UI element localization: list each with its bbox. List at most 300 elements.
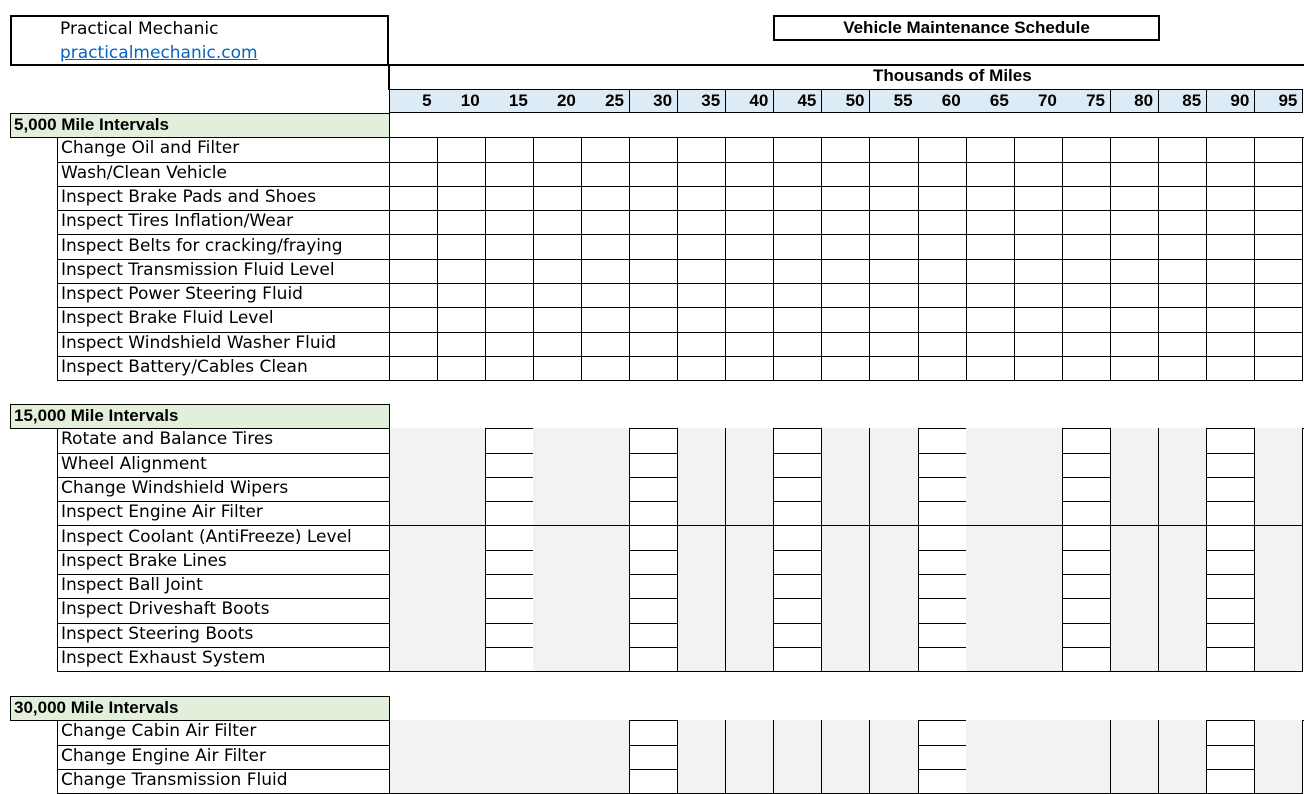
schedule-cell-due[interactable]: [1159, 162, 1208, 187]
schedule-cell[interactable]: [966, 769, 1015, 794]
schedule-cell-due[interactable]: [774, 283, 823, 308]
schedule-cell-due[interactable]: [389, 307, 438, 332]
schedule-cell-due[interactable]: [1255, 283, 1304, 308]
schedule-cell-due[interactable]: [630, 162, 679, 187]
schedule-cell[interactable]: [389, 550, 438, 575]
schedule-cell[interactable]: [726, 428, 775, 453]
schedule-cell[interactable]: [774, 745, 823, 770]
schedule-cell-due[interactable]: [1159, 235, 1208, 260]
schedule-cell[interactable]: [389, 647, 438, 672]
schedule-cell[interactable]: [437, 745, 486, 770]
schedule-cell[interactable]: [822, 769, 871, 794]
schedule-cell[interactable]: [966, 550, 1015, 575]
schedule-cell-due[interactable]: [1014, 162, 1063, 187]
schedule-cell[interactable]: [870, 623, 919, 648]
schedule-cell[interactable]: [1159, 720, 1208, 745]
schedule-cell[interactable]: [966, 526, 1015, 551]
schedule-cell[interactable]: [1014, 720, 1063, 745]
schedule-cell-due[interactable]: [870, 307, 919, 332]
schedule-cell-due[interactable]: [726, 186, 775, 211]
schedule-cell-due[interactable]: [1062, 623, 1111, 648]
schedule-cell[interactable]: [1014, 623, 1063, 648]
schedule-cell[interactable]: [389, 428, 438, 453]
schedule-cell-due[interactable]: [630, 137, 679, 162]
schedule-cell-due[interactable]: [1159, 137, 1208, 162]
schedule-cell-due[interactable]: [774, 186, 823, 211]
schedule-cell[interactable]: [966, 428, 1015, 453]
schedule-cell-due[interactable]: [918, 137, 967, 162]
schedule-cell[interactable]: [966, 720, 1015, 745]
schedule-cell[interactable]: [533, 428, 582, 453]
schedule-cell-due[interactable]: [966, 259, 1015, 284]
schedule-cell-due[interactable]: [918, 259, 967, 284]
schedule-cell[interactable]: [966, 477, 1015, 502]
schedule-cell-due[interactable]: [485, 332, 534, 357]
schedule-cell-due[interactable]: [1207, 428, 1256, 453]
schedule-cell[interactable]: [870, 526, 919, 551]
schedule-cell[interactable]: [1111, 574, 1160, 599]
schedule-cell[interactable]: [437, 501, 486, 526]
schedule-cell-due[interactable]: [870, 259, 919, 284]
schedule-cell-due[interactable]: [1159, 210, 1208, 235]
schedule-cell-due[interactable]: [678, 259, 727, 284]
schedule-cell-due[interactable]: [1159, 332, 1208, 357]
schedule-cell[interactable]: [1014, 428, 1063, 453]
schedule-cell-due[interactable]: [870, 137, 919, 162]
schedule-cell-due[interactable]: [774, 550, 823, 575]
schedule-cell-due[interactable]: [389, 137, 438, 162]
schedule-cell-due[interactable]: [630, 210, 679, 235]
schedule-cell[interactable]: [870, 501, 919, 526]
schedule-cell-due[interactable]: [1255, 186, 1304, 211]
schedule-cell[interactable]: [1062, 720, 1111, 745]
schedule-cell-due[interactable]: [1207, 745, 1256, 770]
schedule-cell-due[interactable]: [630, 259, 679, 284]
schedule-cell-due[interactable]: [581, 283, 630, 308]
schedule-cell-due[interactable]: [1207, 162, 1256, 187]
schedule-cell-due[interactable]: [822, 283, 871, 308]
schedule-cell-due[interactable]: [966, 332, 1015, 357]
schedule-cell[interactable]: [1111, 501, 1160, 526]
schedule-cell-due[interactable]: [1207, 307, 1256, 332]
schedule-cell[interactable]: [1159, 769, 1208, 794]
schedule-cell-due[interactable]: [437, 259, 486, 284]
schedule-cell-due[interactable]: [966, 137, 1015, 162]
schedule-cell-due[interactable]: [437, 332, 486, 357]
schedule-cell-due[interactable]: [1062, 210, 1111, 235]
schedule-cell[interactable]: [1255, 720, 1304, 745]
schedule-cell-due[interactable]: [437, 162, 486, 187]
schedule-cell-due[interactable]: [1207, 501, 1256, 526]
schedule-cell[interactable]: [678, 745, 727, 770]
schedule-cell-due[interactable]: [1207, 137, 1256, 162]
schedule-cell-due[interactable]: [870, 210, 919, 235]
schedule-cell-due[interactable]: [966, 186, 1015, 211]
schedule-cell[interactable]: [533, 550, 582, 575]
schedule-cell[interactable]: [1014, 745, 1063, 770]
schedule-cell[interactable]: [726, 526, 775, 551]
schedule-cell[interactable]: [1062, 769, 1111, 794]
schedule-cell[interactable]: [533, 745, 582, 770]
schedule-cell-due[interactable]: [774, 332, 823, 357]
schedule-cell[interactable]: [1255, 574, 1304, 599]
schedule-cell-due[interactable]: [533, 162, 582, 187]
schedule-cell[interactable]: [870, 598, 919, 623]
schedule-cell[interactable]: [774, 720, 823, 745]
schedule-cell-due[interactable]: [1014, 356, 1063, 381]
schedule-cell-due[interactable]: [918, 647, 967, 672]
schedule-cell-due[interactable]: [774, 647, 823, 672]
schedule-cell[interactable]: [1255, 550, 1304, 575]
schedule-cell[interactable]: [533, 720, 582, 745]
schedule-cell-due[interactable]: [1255, 259, 1304, 284]
schedule-cell[interactable]: [1255, 453, 1304, 478]
schedule-cell[interactable]: [1255, 769, 1304, 794]
schedule-cell[interactable]: [678, 769, 727, 794]
schedule-cell-due[interactable]: [630, 647, 679, 672]
schedule-cell[interactable]: [678, 428, 727, 453]
schedule-cell-due[interactable]: [774, 307, 823, 332]
schedule-cell-due[interactable]: [1255, 137, 1304, 162]
schedule-cell-due[interactable]: [822, 259, 871, 284]
schedule-cell-due[interactable]: [774, 598, 823, 623]
schedule-cell-due[interactable]: [581, 162, 630, 187]
schedule-cell[interactable]: [678, 477, 727, 502]
schedule-cell[interactable]: [1255, 647, 1304, 672]
schedule-cell[interactable]: [437, 453, 486, 478]
schedule-cell[interactable]: [966, 574, 1015, 599]
schedule-cell-due[interactable]: [533, 307, 582, 332]
schedule-cell[interactable]: [485, 745, 534, 770]
schedule-cell-due[interactable]: [678, 137, 727, 162]
schedule-cell-due[interactable]: [485, 501, 534, 526]
schedule-cell-due[interactable]: [1159, 259, 1208, 284]
schedule-cell[interactable]: [726, 550, 775, 575]
schedule-cell-due[interactable]: [774, 428, 823, 453]
schedule-cell[interactable]: [966, 501, 1015, 526]
schedule-cell-due[interactable]: [918, 526, 967, 551]
schedule-cell-due[interactable]: [870, 162, 919, 187]
schedule-cell[interactable]: [533, 574, 582, 599]
schedule-cell-due[interactable]: [581, 356, 630, 381]
schedule-cell-due[interactable]: [918, 598, 967, 623]
schedule-cell-due[interactable]: [822, 210, 871, 235]
schedule-cell-due[interactable]: [1111, 162, 1160, 187]
schedule-cell-due[interactable]: [726, 137, 775, 162]
schedule-cell-due[interactable]: [1014, 332, 1063, 357]
schedule-cell[interactable]: [485, 720, 534, 745]
schedule-cell[interactable]: [726, 720, 775, 745]
schedule-cell[interactable]: [966, 745, 1015, 770]
schedule-cell-due[interactable]: [630, 598, 679, 623]
schedule-cell-due[interactable]: [726, 307, 775, 332]
schedule-cell-due[interactable]: [822, 332, 871, 357]
schedule-cell-due[interactable]: [918, 162, 967, 187]
schedule-cell[interactable]: [581, 720, 630, 745]
schedule-cell[interactable]: [1111, 647, 1160, 672]
schedule-cell-due[interactable]: [918, 186, 967, 211]
schedule-cell-due[interactable]: [1207, 453, 1256, 478]
schedule-cell-due[interactable]: [389, 210, 438, 235]
schedule-cell[interactable]: [1159, 453, 1208, 478]
schedule-cell-due[interactable]: [485, 186, 534, 211]
schedule-cell[interactable]: [726, 477, 775, 502]
schedule-cell-due[interactable]: [1062, 186, 1111, 211]
schedule-cell[interactable]: [1159, 477, 1208, 502]
schedule-cell[interactable]: [822, 598, 871, 623]
schedule-cell[interactable]: [437, 720, 486, 745]
schedule-cell[interactable]: [581, 574, 630, 599]
schedule-cell[interactable]: [1111, 453, 1160, 478]
schedule-cell[interactable]: [726, 745, 775, 770]
schedule-cell[interactable]: [1014, 501, 1063, 526]
schedule-cell[interactable]: [581, 769, 630, 794]
schedule-cell-due[interactable]: [678, 307, 727, 332]
schedule-cell[interactable]: [389, 720, 438, 745]
schedule-cell-due[interactable]: [1111, 235, 1160, 260]
schedule-cell[interactable]: [581, 526, 630, 551]
schedule-cell-due[interactable]: [918, 453, 967, 478]
schedule-cell-due[interactable]: [1207, 186, 1256, 211]
schedule-cell-due[interactable]: [1062, 356, 1111, 381]
schedule-cell[interactable]: [1111, 526, 1160, 551]
schedule-cell-due[interactable]: [630, 769, 679, 794]
schedule-cell-due[interactable]: [1014, 186, 1063, 211]
schedule-cell-due[interactable]: [966, 307, 1015, 332]
schedule-cell-due[interactable]: [1159, 283, 1208, 308]
schedule-cell[interactable]: [389, 769, 438, 794]
schedule-cell[interactable]: [870, 574, 919, 599]
schedule-cell-due[interactable]: [918, 623, 967, 648]
schedule-cell[interactable]: [1111, 769, 1160, 794]
schedule-cell[interactable]: [389, 453, 438, 478]
schedule-cell-due[interactable]: [533, 259, 582, 284]
schedule-cell[interactable]: [870, 550, 919, 575]
schedule-cell[interactable]: [678, 526, 727, 551]
schedule-cell-due[interactable]: [485, 574, 534, 599]
schedule-cell[interactable]: [870, 720, 919, 745]
schedule-cell-due[interactable]: [630, 307, 679, 332]
schedule-cell-due[interactable]: [1207, 259, 1256, 284]
schedule-cell[interactable]: [437, 526, 486, 551]
schedule-cell[interactable]: [678, 720, 727, 745]
schedule-cell-due[interactable]: [918, 550, 967, 575]
schedule-cell-due[interactable]: [485, 477, 534, 502]
schedule-cell-due[interactable]: [1062, 428, 1111, 453]
schedule-cell[interactable]: [437, 598, 486, 623]
schedule-cell-due[interactable]: [1062, 283, 1111, 308]
schedule-cell-due[interactable]: [1111, 259, 1160, 284]
schedule-cell-due[interactable]: [533, 137, 582, 162]
schedule-cell-due[interactable]: [1062, 137, 1111, 162]
schedule-cell-due[interactable]: [918, 769, 967, 794]
schedule-cell[interactable]: [870, 453, 919, 478]
schedule-cell-due[interactable]: [870, 332, 919, 357]
schedule-cell-due[interactable]: [630, 235, 679, 260]
schedule-cell[interactable]: [533, 501, 582, 526]
schedule-cell-due[interactable]: [389, 235, 438, 260]
schedule-cell-due[interactable]: [1255, 235, 1304, 260]
brand-link[interactable]: practicalmechanic.com: [60, 43, 258, 63]
schedule-cell-due[interactable]: [966, 210, 1015, 235]
schedule-cell-due[interactable]: [1255, 307, 1304, 332]
schedule-cell-due[interactable]: [1207, 647, 1256, 672]
schedule-cell-due[interactable]: [966, 283, 1015, 308]
schedule-cell[interactable]: [1014, 526, 1063, 551]
schedule-cell-due[interactable]: [1207, 550, 1256, 575]
schedule-cell-due[interactable]: [726, 259, 775, 284]
schedule-cell-due[interactable]: [678, 356, 727, 381]
schedule-cell-due[interactable]: [389, 186, 438, 211]
schedule-cell[interactable]: [1255, 623, 1304, 648]
schedule-cell-due[interactable]: [726, 283, 775, 308]
schedule-cell[interactable]: [581, 428, 630, 453]
schedule-cell[interactable]: [389, 477, 438, 502]
schedule-cell-due[interactable]: [485, 526, 534, 551]
schedule-cell-due[interactable]: [918, 745, 967, 770]
schedule-cell[interactable]: [437, 428, 486, 453]
schedule-cell-due[interactable]: [678, 210, 727, 235]
schedule-cell-due[interactable]: [630, 745, 679, 770]
schedule-cell-due[interactable]: [822, 235, 871, 260]
schedule-cell[interactable]: [822, 623, 871, 648]
schedule-cell[interactable]: [822, 428, 871, 453]
schedule-cell[interactable]: [437, 477, 486, 502]
schedule-cell-due[interactable]: [918, 356, 967, 381]
schedule-cell[interactable]: [485, 769, 534, 794]
schedule-cell-due[interactable]: [1255, 356, 1304, 381]
schedule-cell[interactable]: [533, 647, 582, 672]
schedule-cell[interactable]: [1255, 745, 1304, 770]
schedule-cell[interactable]: [389, 623, 438, 648]
schedule-cell[interactable]: [870, 769, 919, 794]
schedule-cell-due[interactable]: [726, 210, 775, 235]
schedule-cell[interactable]: [1159, 574, 1208, 599]
schedule-cell[interactable]: [437, 647, 486, 672]
schedule-cell[interactable]: [581, 453, 630, 478]
schedule-cell[interactable]: [678, 574, 727, 599]
schedule-cell-due[interactable]: [630, 623, 679, 648]
schedule-cell[interactable]: [774, 769, 823, 794]
schedule-cell-due[interactable]: [485, 647, 534, 672]
schedule-cell-due[interactable]: [581, 332, 630, 357]
schedule-cell-due[interactable]: [774, 210, 823, 235]
schedule-cell-due[interactable]: [389, 356, 438, 381]
schedule-cell[interactable]: [822, 574, 871, 599]
schedule-cell-due[interactable]: [918, 477, 967, 502]
schedule-cell-due[interactable]: [726, 235, 775, 260]
schedule-cell-due[interactable]: [918, 283, 967, 308]
schedule-cell-due[interactable]: [533, 210, 582, 235]
schedule-cell-due[interactable]: [726, 356, 775, 381]
schedule-cell[interactable]: [966, 647, 1015, 672]
schedule-cell-due[interactable]: [870, 283, 919, 308]
schedule-cell[interactable]: [437, 623, 486, 648]
schedule-cell[interactable]: [870, 428, 919, 453]
schedule-cell-due[interactable]: [1062, 332, 1111, 357]
schedule-cell[interactable]: [581, 550, 630, 575]
schedule-cell-due[interactable]: [1014, 259, 1063, 284]
schedule-cell-due[interactable]: [918, 501, 967, 526]
schedule-cell[interactable]: [1255, 526, 1304, 551]
schedule-cell-due[interactable]: [918, 720, 967, 745]
schedule-cell-due[interactable]: [1014, 235, 1063, 260]
schedule-cell-due[interactable]: [918, 574, 967, 599]
schedule-cell-due[interactable]: [822, 307, 871, 332]
schedule-cell-due[interactable]: [630, 550, 679, 575]
schedule-cell-due[interactable]: [437, 307, 486, 332]
schedule-cell[interactable]: [822, 720, 871, 745]
schedule-cell[interactable]: [870, 745, 919, 770]
schedule-cell-due[interactable]: [678, 162, 727, 187]
schedule-cell-due[interactable]: [1159, 307, 1208, 332]
schedule-cell[interactable]: [581, 647, 630, 672]
schedule-cell[interactable]: [1159, 647, 1208, 672]
schedule-cell-due[interactable]: [630, 283, 679, 308]
schedule-cell-due[interactable]: [918, 428, 967, 453]
schedule-cell-due[interactable]: [581, 210, 630, 235]
schedule-cell-due[interactable]: [485, 259, 534, 284]
schedule-cell-due[interactable]: [485, 162, 534, 187]
schedule-cell[interactable]: [581, 745, 630, 770]
schedule-cell-due[interactable]: [581, 307, 630, 332]
schedule-cell-due[interactable]: [1207, 332, 1256, 357]
schedule-cell-due[interactable]: [1062, 307, 1111, 332]
schedule-cell[interactable]: [437, 550, 486, 575]
schedule-cell-due[interactable]: [870, 356, 919, 381]
schedule-cell-due[interactable]: [774, 526, 823, 551]
schedule-cell-due[interactable]: [630, 332, 679, 357]
schedule-cell-due[interactable]: [630, 526, 679, 551]
schedule-cell-due[interactable]: [581, 259, 630, 284]
schedule-cell[interactable]: [1014, 453, 1063, 478]
schedule-cell-due[interactable]: [630, 574, 679, 599]
schedule-cell[interactable]: [437, 769, 486, 794]
schedule-cell[interactable]: [1111, 550, 1160, 575]
schedule-cell-due[interactable]: [1014, 210, 1063, 235]
schedule-cell-due[interactable]: [774, 477, 823, 502]
schedule-cell[interactable]: [678, 453, 727, 478]
schedule-cell-due[interactable]: [1255, 162, 1304, 187]
schedule-cell-due[interactable]: [774, 235, 823, 260]
schedule-cell[interactable]: [822, 477, 871, 502]
schedule-cell-due[interactable]: [1014, 307, 1063, 332]
schedule-cell[interactable]: [1159, 623, 1208, 648]
schedule-cell-due[interactable]: [389, 283, 438, 308]
schedule-cell-due[interactable]: [485, 283, 534, 308]
schedule-cell-due[interactable]: [918, 332, 967, 357]
schedule-cell-due[interactable]: [630, 428, 679, 453]
schedule-cell[interactable]: [581, 623, 630, 648]
schedule-cell-due[interactable]: [678, 235, 727, 260]
schedule-cell-due[interactable]: [1111, 332, 1160, 357]
schedule-cell[interactable]: [1014, 598, 1063, 623]
schedule-cell-due[interactable]: [966, 235, 1015, 260]
schedule-cell-due[interactable]: [1111, 186, 1160, 211]
schedule-cell-due[interactable]: [822, 356, 871, 381]
schedule-cell-due[interactable]: [1255, 210, 1304, 235]
schedule-cell[interactable]: [1255, 598, 1304, 623]
schedule-cell-due[interactable]: [1111, 137, 1160, 162]
schedule-cell-due[interactable]: [533, 356, 582, 381]
schedule-cell-due[interactable]: [1159, 356, 1208, 381]
schedule-cell-due[interactable]: [774, 623, 823, 648]
schedule-cell-due[interactable]: [485, 598, 534, 623]
schedule-cell[interactable]: [1159, 526, 1208, 551]
schedule-cell-due[interactable]: [485, 210, 534, 235]
schedule-cell-due[interactable]: [1207, 769, 1256, 794]
schedule-cell-due[interactable]: [389, 259, 438, 284]
